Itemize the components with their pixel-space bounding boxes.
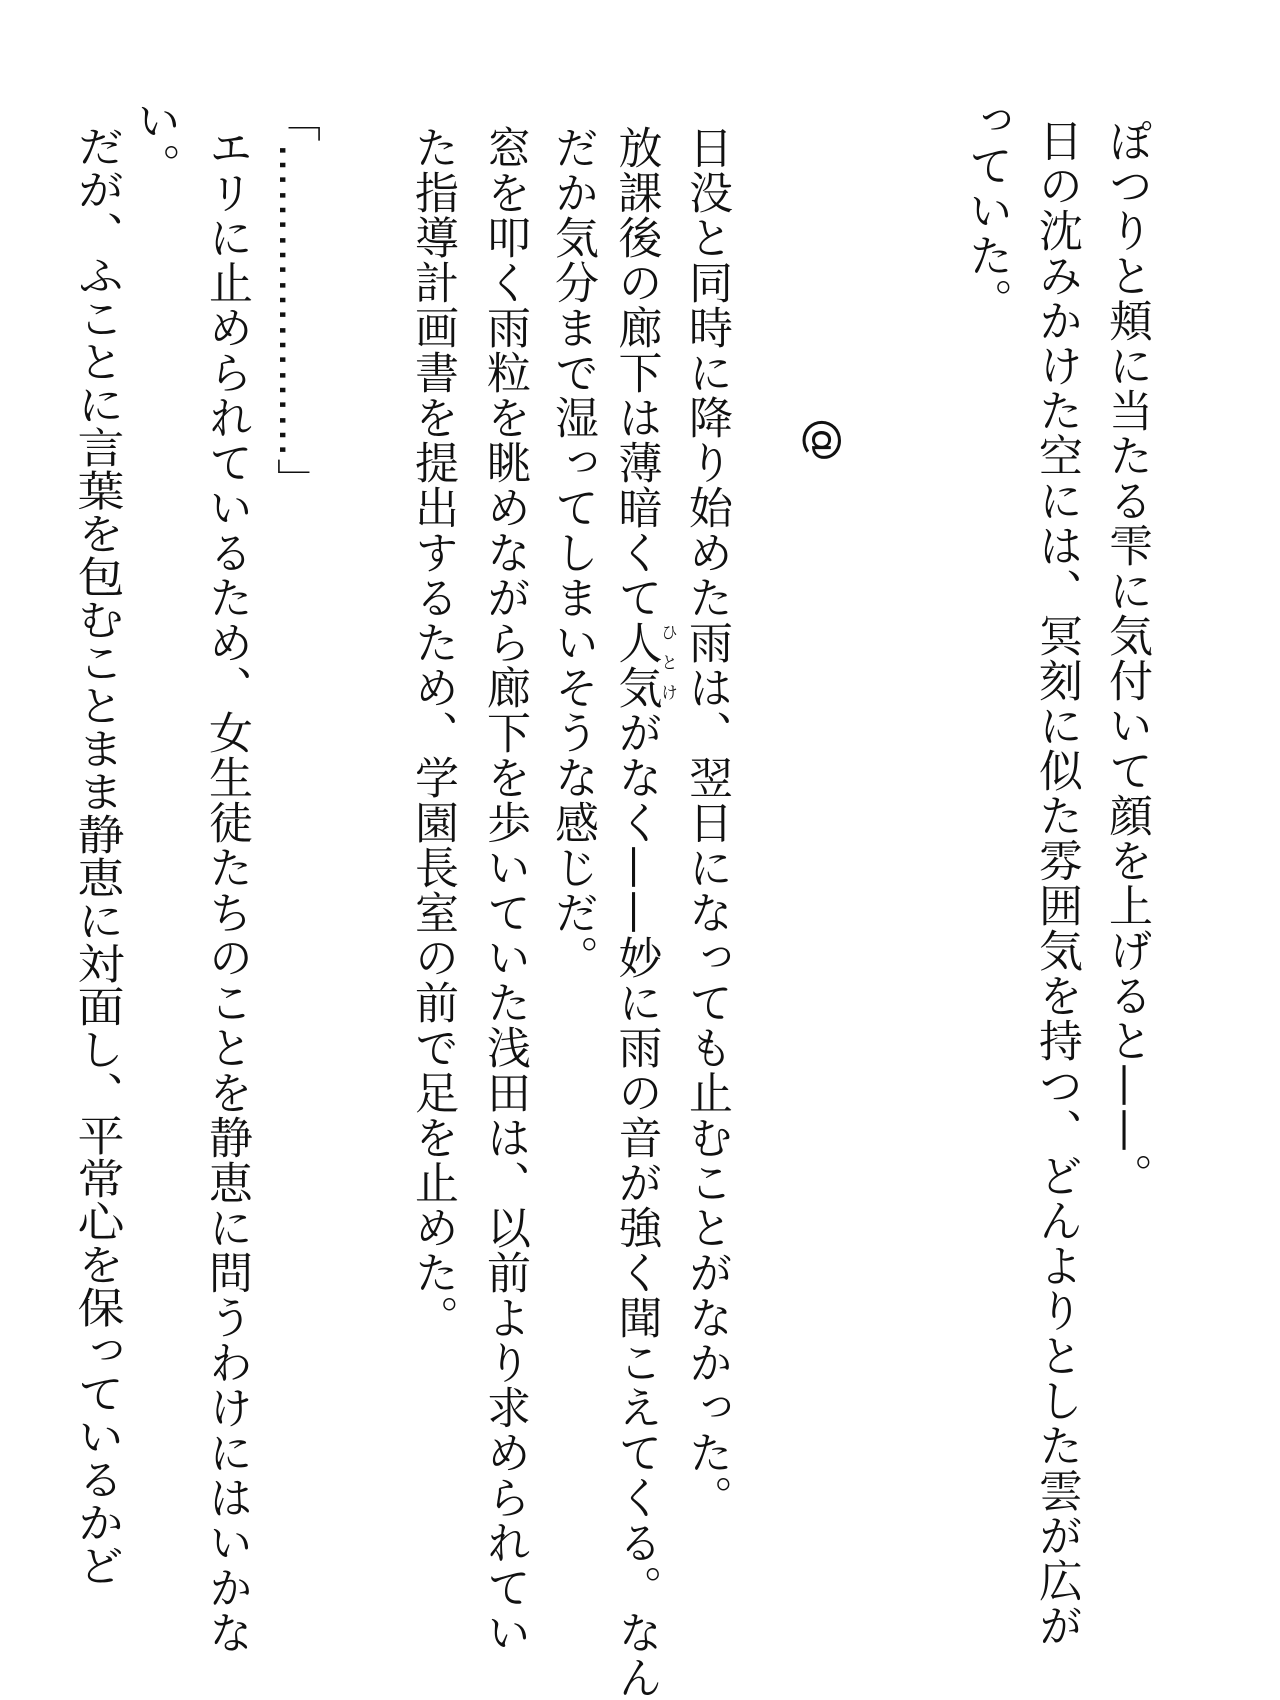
paragraph-7-cut-line: だが、ふことに言葉を包むことまま静恵に対面し、平常心を保っているかど <box>70 125 126 1587</box>
section-separator: @ <box>799 418 850 463</box>
paragraph-1-line-3: っていた。 <box>961 98 1012 323</box>
ruby-base: 人気 <box>610 620 662 710</box>
paragraph-2-line-1: 日没と同時に降り始めた雨は、翌日になっても止むことがなかった。 <box>681 125 732 1520</box>
ruby-reading: ひとけ <box>657 620 677 710</box>
paragraph-6-line-1: エリに止められているため、女生徒たちのことを静恵に問うわけにはいかな <box>201 125 252 1655</box>
paragraph-4-line-1: 窓を叩く雨粒を眺めながら廊下を歩いていた浅田は、以前より求められてい <box>479 125 530 1655</box>
ruby-hitoke <box>610 620 677 710</box>
paragraph-4-line-2: た指導計画書を提出するため、学園長室の前で足を止めた。 <box>407 125 458 1340</box>
paragraph-3-line-2: だか気分まで湿ってしまいそうな感じだ。 <box>547 125 598 980</box>
paragraph-1-line-1: ぽつりと頬に当たる雫に気付いて顔を上げると——。 <box>1101 118 1152 1198</box>
paragraph-3-text-before: 放課後の廊下は薄暗くて <box>610 125 662 620</box>
paragraph-1-line-2: 日の沈みかけた空には、冥刻に似た雰囲気を持つ、どんよりとした雲が広が <box>1031 118 1082 1648</box>
paragraph-3-line-1 <box>600 125 677 1700</box>
paragraph-6-line-2: い。 <box>129 98 180 188</box>
paragraph-3-text-after: がなく——妙に雨の音が強く聞こえてくる。なん <box>610 710 662 1700</box>
dialogue-line: 「…………………」 <box>269 98 320 503</box>
